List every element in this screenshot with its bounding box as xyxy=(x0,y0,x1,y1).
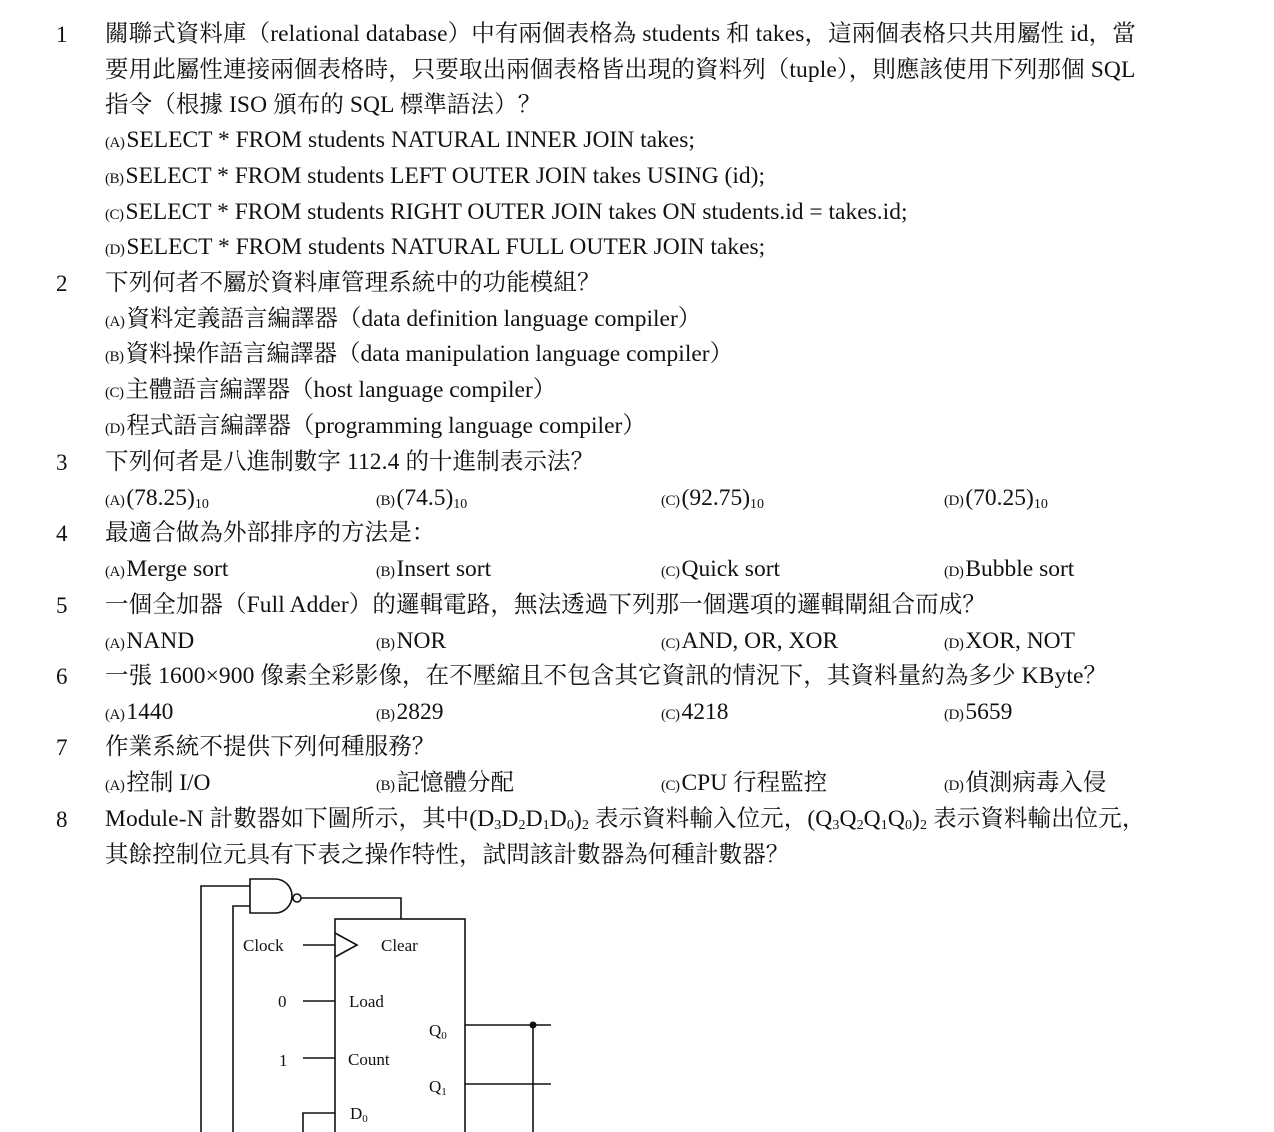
subscript: 2 xyxy=(581,818,589,833)
option-text: SELECT * FROM students LEFT OUTER JOIN takes USING (id); xyxy=(125,163,766,189)
option-subscript: 10 xyxy=(1033,497,1048,512)
question-text-line: 要用此屬性連接兩個表格時，只要取出兩個表格皆出現的資料列（tuple），則應該使用下列那個 SQL xyxy=(105,57,1136,83)
option-label: (D) xyxy=(944,493,964,509)
question-number: 5 xyxy=(56,593,68,618)
input-zero-label: 0 xyxy=(278,992,287,1011)
option-label: (C) xyxy=(105,385,124,401)
option-text: NOR xyxy=(396,628,447,654)
option-label: (C) xyxy=(661,493,680,509)
option-label: (D) xyxy=(944,636,964,652)
option-d xyxy=(944,624,1075,663)
option-label: (A) xyxy=(105,707,125,723)
option-d xyxy=(944,481,1048,520)
option-label: (A) xyxy=(105,636,125,652)
option-text: Quick sort xyxy=(681,556,781,582)
option-d xyxy=(944,552,1074,591)
option-text: CPU 行程監控 xyxy=(681,770,828,796)
option-label: (C) xyxy=(661,636,680,652)
option-text: SELECT * FROM students NATURAL INNER JOIN takes; xyxy=(126,127,695,153)
question-number: 2 xyxy=(56,271,68,296)
option-label: (B) xyxy=(376,636,395,652)
option-label: (C) xyxy=(661,564,680,580)
q0-label: Q0 xyxy=(429,1021,447,1042)
question-text-line: 作業系統不提供下列何種服務？ xyxy=(105,734,436,760)
option-text: 2829 xyxy=(396,699,444,725)
option-b xyxy=(376,766,514,805)
option-d xyxy=(944,695,1012,734)
option-text: 控制 I/O xyxy=(126,770,211,796)
question-text-line: 一張 1600×900 像素全彩影像，在不壓縮且不包含其它資訊的情況下，其資料量約為多少 KByte？ xyxy=(105,663,1108,689)
text-part: D xyxy=(501,806,519,832)
option-text: 資料操作語言編譯器（data manipulation language compiler） xyxy=(125,341,734,367)
text-part: Q xyxy=(887,806,905,832)
clock-triangle xyxy=(335,933,357,957)
question-number: 8 xyxy=(56,807,68,832)
subscript: 2 xyxy=(856,818,864,833)
option-b xyxy=(376,695,444,734)
subscript: 0 xyxy=(566,818,574,833)
subscript: 3 xyxy=(832,818,840,833)
text-part: 表示資料輸入位元，(Q xyxy=(589,806,833,832)
subscript: 1 xyxy=(542,818,550,833)
question-number: 4 xyxy=(56,521,68,546)
text-part: D xyxy=(549,806,567,832)
option-label: (B) xyxy=(376,778,395,794)
load-label: Load xyxy=(349,992,384,1011)
option-label: (B) xyxy=(376,707,395,723)
option-label: (B) xyxy=(105,171,124,187)
option-subscript: 10 xyxy=(750,497,765,512)
question-number: 6 xyxy=(56,664,68,689)
question-text-line: 指令（根據 ISO 頒布的 SQL 標準語法）？ xyxy=(105,92,542,118)
option-text: 1440 xyxy=(126,699,174,725)
clock-label: Clock xyxy=(243,936,284,955)
option-text: 主體語言編譯器（host language compiler） xyxy=(125,377,557,403)
option-label: (D) xyxy=(944,707,964,723)
option-label: (A) xyxy=(105,564,125,580)
clear-label: Clear xyxy=(381,936,418,955)
option-a xyxy=(105,123,695,162)
option-label: (C) xyxy=(661,778,680,794)
option-label: (D) xyxy=(105,242,125,258)
option-label: (A) xyxy=(105,493,125,509)
option-text: Insert sort xyxy=(396,556,492,582)
counter-circuit-diagram xyxy=(195,876,575,1132)
option-text: XOR, NOT xyxy=(965,628,1075,654)
option-d xyxy=(105,230,765,269)
question-text-line xyxy=(105,802,1240,838)
option-b xyxy=(105,337,733,376)
option-text: (70.25) xyxy=(965,485,1034,511)
option-label: (D) xyxy=(944,564,964,580)
option-text: Bubble sort xyxy=(965,556,1075,582)
question-text-line: 關聯式資料庫（relational database）中有兩個表格為 students 和 takes，這兩個表格只共用屬性 id，當 xyxy=(105,21,1136,47)
option-a xyxy=(105,766,211,805)
question-text-line: 下列何者是八進制數字 112.4 的十進制表示法？ xyxy=(105,449,595,475)
option-text: (92.75) xyxy=(681,485,751,511)
text-part: Q xyxy=(839,806,857,832)
option-label: (B) xyxy=(105,349,124,365)
text-part: D xyxy=(525,806,543,832)
text-part: Module-N 計數器如下圖所示，其中(D xyxy=(105,806,495,832)
subscript: 2 xyxy=(919,818,928,833)
text-part: 表示資料輸出位元， xyxy=(927,806,1146,832)
q1-label: Q1 xyxy=(429,1077,447,1098)
question-number: 7 xyxy=(56,735,68,760)
option-text: NAND xyxy=(126,628,195,654)
option-a xyxy=(105,695,173,734)
option-b xyxy=(376,552,491,591)
d0-input-line xyxy=(303,1113,335,1132)
question-text-line: 其餘控制位元具有下表之操作特性，試問該計數器為何種計數器？ xyxy=(105,842,790,868)
option-subscript: 10 xyxy=(194,497,209,512)
option-text: 記憶體分配 xyxy=(396,770,514,796)
question-number: 3 xyxy=(56,450,68,475)
option-text: AND, OR, XOR xyxy=(681,628,839,654)
count-label: Count xyxy=(348,1050,390,1069)
option-text: 4218 xyxy=(681,699,729,725)
subscript: 2 xyxy=(518,818,526,833)
question-text-line: 一個全加器（Full Adder）的邏輯電路，無法透過下列那一個選項的邏輯閘組合而成？ xyxy=(105,592,986,618)
option-c xyxy=(661,552,780,591)
option-text: 5659 xyxy=(965,699,1013,725)
subscript: 3 xyxy=(494,818,502,833)
d0-label: D0 xyxy=(350,1104,368,1125)
option-text: 資料定義語言編譯器（data definition language compiler） xyxy=(126,306,702,332)
clear-wire xyxy=(301,898,401,919)
subscript: 0 xyxy=(904,818,913,833)
option-a xyxy=(105,624,194,663)
option-a xyxy=(105,302,701,341)
text-part: Q xyxy=(863,806,881,832)
option-c xyxy=(661,766,827,805)
option-c xyxy=(661,624,838,663)
option-label: (B) xyxy=(376,564,395,580)
option-a xyxy=(105,552,228,591)
question-text-line: 下列何者不屬於資料庫管理系統中的功能模組？ xyxy=(105,270,601,296)
option-label: (A) xyxy=(105,314,125,330)
option-text: SELECT * FROM students RIGHT OUTER JOIN takes ON students.id = takes.id; xyxy=(125,199,908,225)
option-subscript: 10 xyxy=(453,497,468,512)
option-label: (D) xyxy=(105,421,125,437)
option-text: SELECT * FROM students NATURAL FULL OUTER JOIN takes; xyxy=(126,234,766,260)
subscript: 1 xyxy=(880,818,888,833)
option-c xyxy=(105,373,556,412)
option-c xyxy=(661,481,764,520)
option-b xyxy=(376,624,446,663)
option-d xyxy=(105,409,646,448)
nand-bubble xyxy=(293,894,301,902)
question-number: 1 xyxy=(56,22,68,47)
option-label: (B) xyxy=(376,493,395,509)
option-text: Merge sort xyxy=(126,556,229,582)
option-label: (D) xyxy=(944,778,964,794)
junction-dot xyxy=(530,1022,537,1029)
option-label: (A) xyxy=(105,135,125,151)
option-a xyxy=(105,481,209,520)
option-label: (C) xyxy=(105,207,124,223)
option-label: (A) xyxy=(105,778,125,794)
text-part: ) xyxy=(912,806,920,832)
text-part: ) xyxy=(573,806,582,832)
option-label: (C) xyxy=(661,707,680,723)
option-text: (78.25) xyxy=(126,485,195,511)
option-text: 程式語言編譯器（programming language compiler） xyxy=(126,413,646,439)
nand-gate xyxy=(250,879,292,913)
option-b xyxy=(105,159,765,198)
option-text: 偵測病毒入侵 xyxy=(965,770,1107,796)
option-d xyxy=(944,766,1106,805)
input-one-label: 1 xyxy=(279,1051,288,1070)
option-b xyxy=(376,481,467,520)
option-text: (74.5) xyxy=(396,485,454,511)
question-text-line: 最適合做為外部排序的方法是： xyxy=(105,520,436,546)
option-c xyxy=(661,695,729,734)
option-c xyxy=(105,195,908,234)
nand-input-wire-1 xyxy=(201,886,250,1132)
